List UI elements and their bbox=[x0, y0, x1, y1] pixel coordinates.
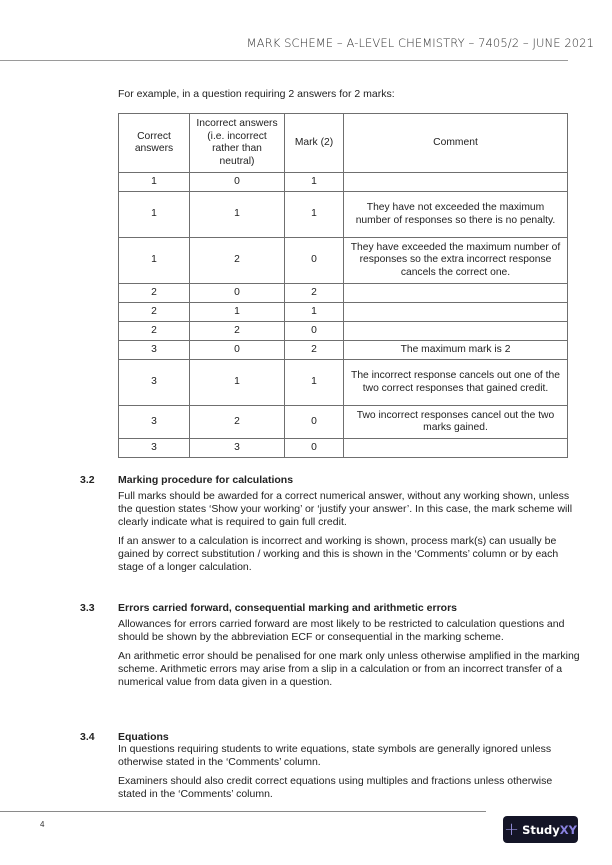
cell-comment bbox=[344, 173, 568, 192]
cell-correct: 3 bbox=[119, 406, 190, 439]
section-paragraph: If an answer to a calculation is incorrect and working is shown, process mark(s) can usually be gained by correct substitution / working and this is shown in the ‘Comments’ column or by each stage of a longer calculation. bbox=[118, 535, 559, 573]
table-row bbox=[119, 238, 568, 284]
cell-mark: 1 bbox=[285, 192, 344, 238]
cell-mark: 1 bbox=[285, 360, 344, 406]
cell-mark: 0 bbox=[285, 322, 344, 341]
section-paragraph: Full marks should be awarded for a correct numerical answer, without any working shown, unless the question states ‘Show your working’ or ‘justify your answer’. In this case, the mark scheme will clearly indicate what is required to gain full credit. bbox=[118, 490, 573, 528]
table-row bbox=[119, 360, 568, 406]
footer-divider bbox=[0, 811, 486, 812]
section-number: 3.4 bbox=[80, 731, 95, 743]
cell-correct: 1 bbox=[119, 192, 190, 238]
table-row bbox=[119, 322, 568, 341]
cell-incorrect: 1 bbox=[190, 303, 285, 322]
cell-correct: 3 bbox=[119, 360, 190, 406]
page-header-title: MARK SCHEME – A-LEVEL CHEMISTRY – 7405/2 – JUNE 2021 bbox=[246, 36, 594, 50]
section-title: Equations bbox=[118, 731, 169, 743]
cell-mark: 0 bbox=[285, 439, 344, 458]
cell-comment: The incorrect response cancels out one of the two correct responses that gained credit. bbox=[344, 360, 568, 406]
header-mark: Mark (2) bbox=[285, 114, 344, 173]
cell-comment: Two incorrect responses cancel out the two marks gained. bbox=[344, 406, 568, 439]
section-title: Errors carried forward, consequential marking and arithmetic errors bbox=[118, 602, 458, 614]
cell-correct: 3 bbox=[119, 439, 190, 458]
header-comment: Comment bbox=[344, 114, 568, 173]
section-3-2 bbox=[80, 474, 580, 574]
logo-text-accent: XY bbox=[559, 822, 577, 837]
cell-incorrect: 1 bbox=[190, 360, 285, 406]
cell-comment bbox=[344, 322, 568, 341]
plus-icon: + bbox=[504, 818, 520, 840]
section-paragraph: Allowances for errors carried forward are most likely to be restricted to calculation questions and should be shown by the abbreviation ECF or consequential in the marking scheme. bbox=[118, 618, 565, 643]
cell-incorrect: 2 bbox=[190, 322, 285, 341]
cell-correct: 1 bbox=[119, 173, 190, 192]
cell-mark: 2 bbox=[285, 284, 344, 303]
table-row bbox=[119, 439, 568, 458]
section-paragraph: Examiners should also credit correct equations using multiples and fractions unless otherwise stated in the ‘Comments’ column. bbox=[118, 775, 553, 800]
table-row bbox=[119, 173, 568, 192]
section-number: 3.3 bbox=[80, 602, 95, 614]
logo-text bbox=[522, 823, 577, 837]
cell-incorrect: 0 bbox=[190, 284, 285, 303]
cell-mark: 1 bbox=[285, 303, 344, 322]
table-row bbox=[119, 284, 568, 303]
intro-text: For example, in a question requiring 2 answers for 2 marks: bbox=[118, 88, 395, 100]
cell-mark: 0 bbox=[285, 406, 344, 439]
cell-comment: They have exceeded the maximum number of responses so the extra incorrect response cancels the correct one. bbox=[344, 238, 568, 284]
header-correct-answers: Correct answers bbox=[119, 114, 190, 173]
section-number: 3.2 bbox=[80, 474, 95, 486]
cell-incorrect: 2 bbox=[190, 238, 285, 284]
cell-incorrect: 1 bbox=[190, 192, 285, 238]
logo-text-study: Study bbox=[522, 822, 560, 837]
cell-incorrect: 3 bbox=[190, 439, 285, 458]
header-divider bbox=[0, 60, 568, 61]
studyxy-logo[interactable] bbox=[503, 816, 578, 843]
cell-comment bbox=[344, 439, 568, 458]
cell-correct: 1 bbox=[119, 238, 190, 284]
table-row bbox=[119, 406, 568, 439]
cell-correct: 3 bbox=[119, 341, 190, 360]
cell-incorrect: 2 bbox=[190, 406, 285, 439]
cell-mark: 0 bbox=[285, 238, 344, 284]
section-3-4 bbox=[80, 731, 580, 801]
section-title: Marking procedure for calculations bbox=[118, 474, 294, 486]
section-3-3 bbox=[80, 602, 580, 689]
cell-correct: 2 bbox=[119, 303, 190, 322]
cell-correct: 2 bbox=[119, 284, 190, 303]
table-header-row bbox=[119, 114, 568, 173]
cell-mark: 1 bbox=[285, 173, 344, 192]
cell-mark: 2 bbox=[285, 341, 344, 360]
header-incorrect-answers: Incorrect answers (i.e. incorrect rather than neutral) bbox=[190, 114, 285, 173]
cell-comment: The maximum mark is 2 bbox=[344, 341, 568, 360]
cell-comment bbox=[344, 284, 568, 303]
table-row bbox=[119, 303, 568, 322]
table-row bbox=[119, 192, 568, 238]
section-paragraph: An arithmetic error should be penalised for one mark only unless otherwise amplified in the marking scheme. Arithmetic errors may arise from a slip in a calculation or from an incorrect transfer of a numerical value from data given in a question. bbox=[118, 650, 580, 688]
cell-incorrect: 0 bbox=[190, 173, 285, 192]
cell-incorrect: 0 bbox=[190, 341, 285, 360]
table-row bbox=[119, 341, 568, 360]
marking-example-table bbox=[118, 113, 568, 458]
page-number: 4 bbox=[40, 820, 45, 829]
section-paragraph: In questions requiring students to write equations, state symbols are generally ignored unless otherwise stated in the ‘Comments’ column. bbox=[118, 743, 552, 768]
cell-comment: They have not exceeded the maximum number of responses so there is no penalty. bbox=[344, 192, 568, 238]
cell-correct: 2 bbox=[119, 322, 190, 341]
cell-comment bbox=[344, 303, 568, 322]
